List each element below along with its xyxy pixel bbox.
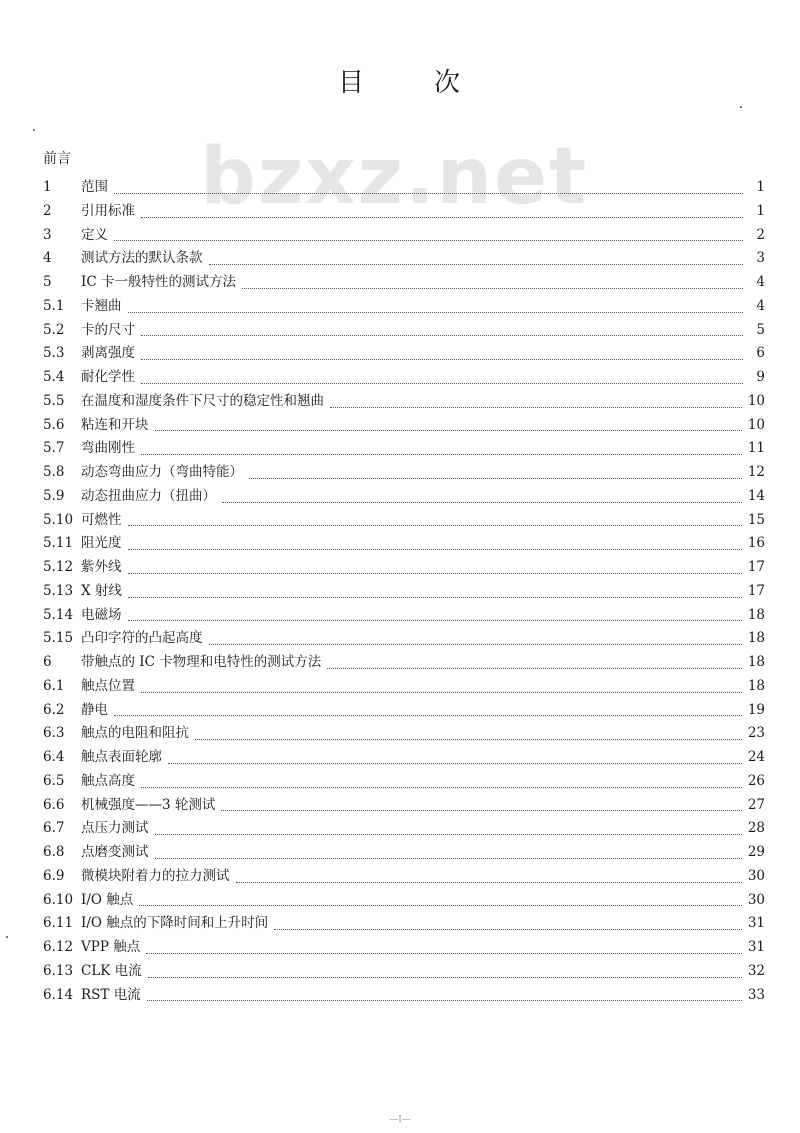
- toc-leader-dots: [128, 620, 742, 621]
- toc-entry-title: 卡的尺寸: [81, 321, 135, 338]
- toc-entry-title: 粘连和开块: [81, 416, 149, 433]
- toc-entry-title: 点压力测试: [81, 820, 149, 837]
- toc-entry-number: 6.10: [43, 891, 74, 908]
- toc-entry-title: 触点位置: [81, 677, 135, 694]
- toc-entry-page: 23: [747, 725, 765, 742]
- toc-leader-dots: [114, 715, 742, 716]
- toc-entry-number: 6: [43, 654, 52, 670]
- toc-entry-number: 6.3: [43, 725, 65, 742]
- toc-entry-page: 28: [747, 820, 765, 837]
- toc-leader-dots: [209, 264, 744, 265]
- toc-entry: [43, 794, 765, 818]
- toc-leader-dots: [155, 858, 742, 859]
- toc-entry-page: 3: [756, 250, 765, 267]
- toc-entry-title: 凸印字符的凸起高度: [81, 630, 203, 647]
- toc-entry-title: 范围: [81, 179, 108, 195]
- toc-entry-number: 5.15: [43, 630, 74, 647]
- toc-entry-page: 5: [756, 321, 765, 338]
- toc-entry-page: 1: [756, 202, 765, 219]
- toc-leader-dots: [330, 407, 742, 408]
- toc-entry-page: 6: [756, 345, 765, 362]
- toc-entry: [43, 699, 765, 723]
- toc-entry-number: 5.3: [43, 345, 65, 362]
- toc-leader-dots: [114, 240, 743, 241]
- toc-entry-number: 5.1: [43, 297, 65, 314]
- toc-entry-page: 16: [747, 535, 765, 552]
- toc-leader-dots: [141, 692, 742, 693]
- toc-entry-number: 6.4: [43, 749, 65, 765]
- toc-entry-title: 触点表面轮廓: [81, 749, 162, 765]
- toc-entry-page: 11: [747, 440, 765, 457]
- toc-leader-dots: [139, 905, 742, 906]
- toc-leader-dots: [327, 668, 742, 669]
- toc-entry-page: 4: [756, 274, 765, 290]
- toc-entry-title: CLK 电流: [81, 962, 142, 979]
- toc-entry-page: 10: [747, 416, 765, 433]
- toc-leader-dots: [195, 739, 742, 740]
- toc-entry-title: 电磁场: [81, 606, 122, 623]
- toc-entry-title: 点磨变测试: [81, 844, 149, 860]
- toc-entry: [43, 984, 765, 1008]
- toc-leader-dots: [147, 1000, 742, 1001]
- toc-entry-number: 5.5: [43, 392, 65, 409]
- toc-leader-dots: [242, 288, 743, 289]
- toc-entry-page: 2: [756, 226, 765, 243]
- toc-leader-dots: [141, 454, 742, 455]
- toc-entry-page: 17: [747, 582, 765, 599]
- toc-entry: [43, 936, 765, 960]
- toc-entry-title: 测试方法的默认条款: [81, 250, 203, 267]
- toc-leader-dots: [274, 929, 742, 930]
- toc-leader-dots: [141, 787, 742, 788]
- toc-entry-page: 10: [747, 392, 765, 409]
- toc-entry-number: 6.1: [43, 677, 65, 694]
- toc-leader-dots: [128, 525, 742, 526]
- toc-entry-number: 1: [43, 179, 52, 195]
- toc-entry-number: 6.8: [43, 844, 65, 860]
- toc-entry-page: 18: [747, 654, 765, 670]
- toc-entry-title: 静电: [81, 701, 108, 718]
- toc-entry-page: 1: [756, 179, 765, 195]
- toc-entry-page: 30: [747, 891, 765, 908]
- toc-entry: [43, 960, 765, 984]
- toc-entry-page: 24: [747, 749, 765, 765]
- toc-entry-title: I/O 触点: [81, 891, 134, 908]
- toc-entry-page: 18: [747, 630, 765, 647]
- toc-entry-number: 6.7: [43, 820, 65, 837]
- toc-entry: [43, 247, 765, 271]
- toc-entry-title: 阻光度: [81, 535, 122, 552]
- toc-entry-title: 动态扭曲应力（扭曲）: [81, 487, 216, 504]
- toc-entry: [43, 461, 765, 485]
- toc-entry-page: 9: [756, 369, 765, 385]
- toc-leader-dots: [155, 430, 742, 431]
- toc-entry: [43, 200, 765, 224]
- toc-leader-dots: [114, 193, 743, 194]
- toc-leader-dots: [141, 217, 743, 218]
- toc-entry-title: 触点高度: [81, 772, 135, 789]
- toc-entry-number: 5.4: [43, 369, 65, 385]
- toc-entry: [43, 437, 765, 461]
- toc-leader-dots: [141, 383, 743, 384]
- toc-entry-number: 6.9: [43, 867, 65, 884]
- toc-entry: [43, 912, 765, 936]
- toc-entry-title: 剥离强度: [81, 345, 135, 362]
- toc-entry-number: 5: [43, 274, 52, 290]
- toc-entry: [43, 271, 765, 295]
- toc-entry-page: 12: [747, 464, 765, 480]
- toc-entry-title: 耐化学性: [81, 369, 135, 385]
- toc-entry-number: 2: [43, 202, 52, 219]
- toc-entry: [43, 580, 765, 604]
- toc-entry: [43, 366, 765, 390]
- toc-leader-dots: [155, 834, 742, 835]
- toc-leader-dots: [168, 763, 742, 764]
- toc-entry-number: 6.2: [43, 701, 65, 718]
- toc-entry-title: I/O 触点的下降时间和上升时间: [81, 915, 269, 932]
- scan-speck: [6, 936, 8, 938]
- toc-entry-number: 4: [43, 250, 52, 267]
- toc-entry-title: 在温度和湿度条件下尺寸的稳定性和翘曲: [81, 392, 324, 409]
- table-of-contents: [43, 176, 765, 1007]
- toc-leader-dots: [236, 882, 742, 883]
- toc-leader-dots: [221, 810, 741, 811]
- toc-leader-dots: [141, 335, 743, 336]
- toc-entry: [43, 722, 765, 746]
- toc-entry-page: 32: [747, 962, 765, 979]
- toc-leader-dots: [222, 502, 742, 503]
- toc-entry-number: 5.11: [43, 535, 74, 552]
- toc-entry-title: 卡翘曲: [81, 297, 122, 314]
- page-footer: —I—: [389, 1115, 411, 1125]
- toc-entry: [43, 889, 765, 913]
- toc-entry-title: 触点的电阻和阻抗: [81, 725, 189, 742]
- toc-entry: [43, 532, 765, 556]
- toc-entry-title: 定义: [81, 226, 108, 243]
- toc-entry-page: 29: [747, 844, 765, 860]
- toc-entry: [43, 319, 765, 343]
- toc-entry-number: 5.2: [43, 321, 65, 338]
- page-title: [0, 62, 800, 99]
- toc-entry-number: 5.10: [43, 511, 74, 528]
- toc-entry-page: 26: [747, 772, 765, 789]
- toc-leader-dots: [128, 549, 742, 550]
- toc-entry: [43, 485, 765, 509]
- toc-entry: [43, 509, 765, 533]
- toc-entry-number: 5.14: [43, 606, 74, 623]
- toc-entry-number: 6.12: [43, 939, 74, 955]
- toc-entry: [43, 604, 765, 628]
- toc-entry-title: IC 卡一般特性的测试方法: [81, 274, 236, 290]
- toc-entry-page: 14: [747, 487, 765, 504]
- toc-entry-number: 6.5: [43, 772, 65, 789]
- toc-entry-page: 4: [756, 297, 765, 314]
- toc-entry: [43, 224, 765, 248]
- toc-entry-number: 5.12: [43, 559, 74, 575]
- title-char-2: 次: [434, 68, 463, 98]
- toc-entry-page: 19: [747, 701, 765, 718]
- toc-entry: [43, 817, 765, 841]
- toc-entry: [43, 556, 765, 580]
- toc-entry-number: 5.7: [43, 440, 65, 457]
- toc-entry-page: 33: [747, 986, 765, 1003]
- toc-entry: [43, 390, 765, 414]
- toc-leader-dots: [249, 478, 742, 479]
- toc-leader-dots: [128, 573, 742, 574]
- toc-entry: [43, 414, 765, 438]
- title-char-1: 目: [337, 68, 366, 98]
- toc-entry-title: 机械强度——3 轮测试: [81, 796, 216, 813]
- toc-entry-page: 18: [747, 606, 765, 623]
- toc-leader-dots: [209, 644, 742, 645]
- toc-entry-title: RST 电流: [81, 986, 141, 1003]
- toc-entry: [43, 675, 765, 699]
- toc-entry-page: 27: [747, 796, 765, 813]
- toc-entry: [43, 746, 765, 770]
- toc-entry-title: 可燃性: [81, 511, 122, 528]
- toc-entry-number: 6.6: [43, 796, 65, 813]
- toc-leader-dots: [128, 312, 744, 313]
- toc-entry: [43, 342, 765, 366]
- toc-entry-page: 15: [747, 511, 765, 528]
- toc-entry: [43, 865, 765, 889]
- toc-entry: [43, 841, 765, 865]
- toc-entry-number: 5.13: [43, 582, 74, 599]
- toc-entry: [43, 770, 765, 794]
- toc-entry-number: 6.11: [43, 915, 74, 932]
- toc-entry: [43, 651, 765, 675]
- toc-entry-number: 5.8: [43, 464, 65, 480]
- toc-leader-dots: [141, 359, 743, 360]
- toc-leader-dots: [148, 977, 742, 978]
- scan-speck: [33, 129, 35, 131]
- toc-entry: [43, 627, 765, 651]
- toc-entry: [43, 176, 765, 200]
- toc-entry-number: 3: [43, 226, 52, 243]
- toc-entry-page: 18: [747, 677, 765, 694]
- toc-entry-page: 31: [747, 915, 765, 932]
- toc-leader-dots: [146, 953, 742, 954]
- toc-entry-title: VPP 触点: [81, 939, 141, 955]
- toc-preface: 前言: [43, 151, 71, 167]
- toc-leader-dots: [128, 597, 742, 598]
- toc-entry-title: 带触点的 IC 卡物理和电特性的测试方法: [81, 654, 322, 670]
- watermark: bzxz.net: [200, 132, 589, 222]
- toc-entry-title: X 射线: [81, 582, 122, 599]
- toc-entry-number: 6.13: [43, 962, 74, 979]
- toc-entry-title: 微模块附着力的拉力测试: [81, 867, 230, 884]
- toc-entry-title: 引用标准: [81, 202, 135, 219]
- toc-entry-number: 5.6: [43, 416, 65, 433]
- toc-entry: [43, 295, 765, 319]
- scan-speck: [740, 106, 742, 108]
- toc-entry-page: 31: [747, 939, 765, 955]
- toc-entry-title: 弯曲刚性: [81, 440, 135, 457]
- toc-entry-number: 5.9: [43, 487, 65, 504]
- toc-entry-page: 17: [747, 559, 765, 575]
- toc-entry-page: 30: [747, 867, 765, 884]
- toc-entry-title: 紫外线: [81, 559, 122, 575]
- toc-entry-number: 6.14: [43, 986, 74, 1003]
- toc-entry-title: 动态弯曲应力（弯曲特能）: [81, 464, 243, 480]
